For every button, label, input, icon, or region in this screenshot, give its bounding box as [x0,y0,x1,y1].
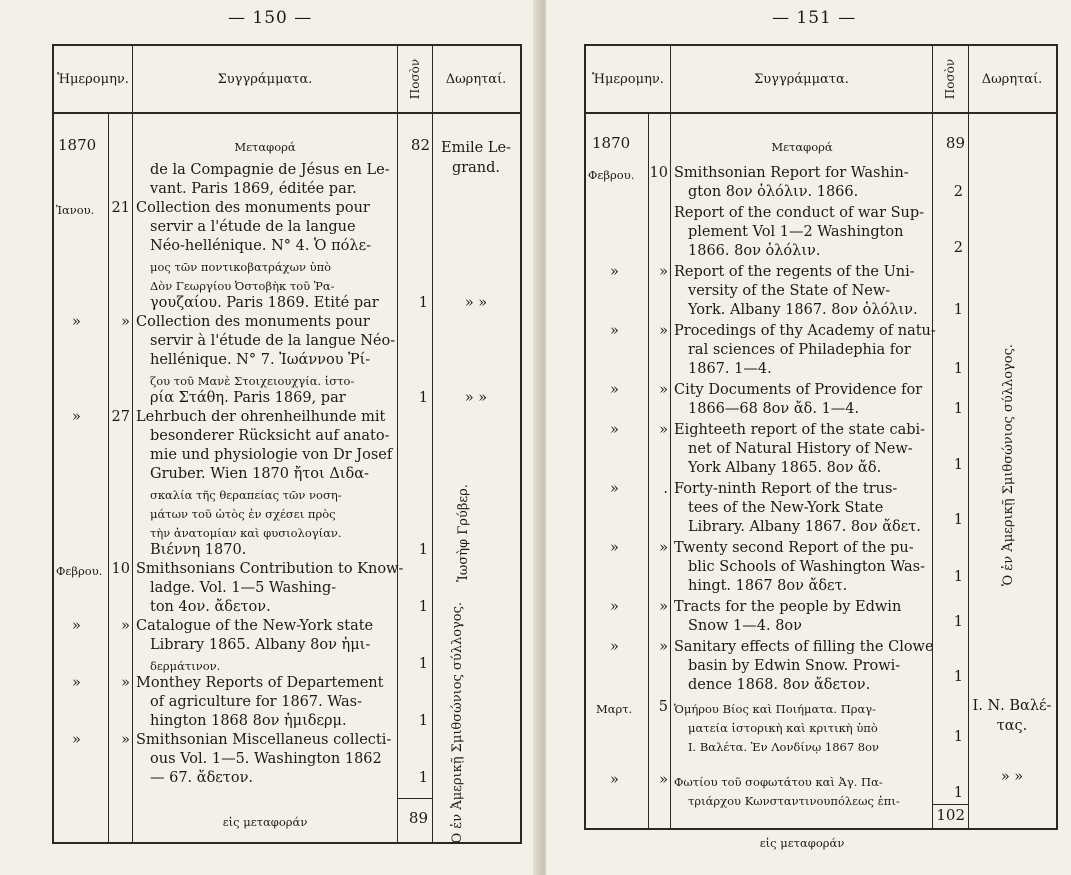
entry-line: Collection des monuments pour [136,314,370,330]
entry-line: Collection des monuments pour [136,200,370,216]
entry-line: δερμάτινον. [150,659,221,673]
entry-month: Φεβρου. [56,564,103,578]
entry-qty: 1 [418,390,428,406]
entry-line: Βιέννη 1870. [150,542,247,558]
entry-line: Ὁμήρου Βίος καὶ Ποιήματα. Πραγ- [674,702,877,716]
entry-qty: 1 [418,599,428,615]
ditto-mark: » [610,772,619,788]
entry-line: basin by Edwin Snow. Prowi- [688,658,901,674]
entry-line: gton 8ον ὁλόλιν. 1866. [688,184,859,200]
ditto-mark: » [659,323,668,339]
entry-line: hingt. 1867 8ον ἄδετ. [688,578,848,594]
ledger-table [584,44,1058,850]
entry-line: τὴν ἀνατομίαν καὶ φυσιολογίαν. [150,526,342,540]
year: 1870 [592,134,631,152]
donor-legrand: Emile Le- grand. [441,140,511,176]
donor-smithsonian-society: Ὁ ἐν Ἀμερικῇ Σμιθσώνιος σύλλογος. [1001,343,1016,586]
carry-over-qty: 89 [408,809,428,827]
entry-line: servir à l'étude de la langue Néo- [150,333,396,349]
entry-qty: 1 [953,512,963,528]
ditto-mark: » [72,675,81,691]
ditto-mark: » [610,639,619,655]
entry-line: Library. Albany 1867. 8ον ἄδετ. [688,519,921,535]
entry-line: 1866. 8ον ὁλόλιν. [688,243,821,259]
header-donors: Δωρηταί. [445,71,507,87]
entry-line: ral sciences of Philadephia for [688,342,911,358]
page-number: — 151 — [772,8,857,28]
ditto-mark: » [659,599,668,615]
entry-line: Gruber. Wien 1870 ἤτοι Διδα- [150,466,369,482]
entry-line: Report of the conduct of war Sup- [674,205,925,221]
entry-line: μος τῶν ποντικοβατράχων ὑπὸ [150,260,332,274]
carried-forward-label: Μεταφορά [234,140,296,154]
entry-line: Report of the regents of the Uni- [674,264,915,280]
donor-gruber: Ἰωσὴφ Γρύβερ. [456,484,471,582]
header-date: Ἡμερομην. [57,71,129,87]
entry-line: dence 1868. 8ον ἄδετον. [688,677,871,693]
entry-day: 10 [649,165,668,181]
entry-line: mie und physiologie von Dr Josef [150,447,393,463]
ditto-mark: » [610,382,619,398]
entry-line: Ι. Βαλέτα. Ἐν Λονδίνῳ 1867 8ον [688,740,880,754]
entry-qty: 1 [953,729,963,745]
entry-qty: 1 [418,295,428,311]
entry-line: ρία Στάθη. Paris 1869, par [150,390,346,406]
entry-qty: 2 [953,240,963,256]
ditto-mark: » [659,639,668,655]
donor-smithsonian-society: Ὁ ἐν Ἀμερικῇ Σμιθσώνιος σύλλογος. [450,601,465,844]
entry-line: Eighteeth report of the state cabi- [674,422,926,438]
ditto-mark: . [663,481,668,497]
entry-line: ζου τοῦ Μανὲ Στοιχειουχγία. ἱστο- [150,374,355,388]
entry-qty: 1 [953,614,963,630]
header-qty: Ποσὸν [408,58,422,100]
ditto-mark: » [121,618,130,634]
entry-qty: 1 [953,785,963,801]
entry-line: Lehrbuch der ohrenheilhunde mit [136,409,386,425]
ditto-mark: » [659,382,668,398]
ditto-mark: » [610,264,619,280]
ditto-mark: » » [464,295,488,311]
entry-line: blic Schools of Washington Was- [688,559,925,575]
entry-line: 1866—68 8ον ἄδ. 1—4. [688,401,860,417]
ditto-mark: » [659,772,668,788]
entry-line: servir a l'étude de la langue [150,219,356,235]
entry-qty: 1 [418,542,428,558]
entry-day: 10 [111,561,130,577]
right-page [546,0,1071,875]
entry-line: City Documents of Providence for [674,382,923,398]
entry-line: of agriculture for 1867. Was- [150,694,362,710]
entry-line: ton 4ον. ἄδετον. [150,599,271,615]
entry-line: York. Albany 1867. 8ον ὁλόλιν. [688,302,918,318]
entry-line: ladge. Vol. 1—5 Washing- [150,580,337,596]
page-number: — 150 — [228,8,313,28]
entry-line: Tracts for the people by Edwin [674,599,902,615]
carried-forward-qty: 89 [945,134,965,152]
entry-line: de la Compagnie de Jésus en Le- [150,162,390,178]
entry-line: Smithsonian Miscellaneus collecti- [136,732,392,748]
entry-line: besonderer Rücksicht auf anato- [150,428,390,444]
ditto-mark: » » [1000,769,1024,785]
header-date: Ἡμερομην. [592,71,664,87]
entry-qty: 1 [953,669,963,685]
entry-line: Catalogue of the New-York state [136,618,374,634]
entry-line: Forty-ninth Report of the trus- [674,481,898,497]
ditto-mark: » [659,540,668,556]
entry-line: Monthey Reports of Departement [136,675,384,691]
ditto-mark: » [72,314,81,330]
ledger-table [52,44,522,844]
entry-qty: 1 [953,457,963,473]
entry-qty: 1 [418,656,428,672]
ditto-mark: » [610,323,619,339]
ditto-mark: » [610,540,619,556]
entry-line: versity of the State of New- [688,283,891,299]
header-donors: Δωρηταί. [981,71,1043,87]
ditto-mark: » [121,675,130,691]
entry-day: 21 [111,200,130,216]
header-works: Συγγράμματα. [217,71,313,87]
entry-day: 27 [111,409,130,425]
ditto-mark: » [659,422,668,438]
carried-forward-qty: 82 [410,136,430,154]
entry-line: 1867. 1—4. [688,361,772,377]
year: 1870 [58,136,97,154]
entry-qty: 1 [953,302,963,318]
entry-line: tees of the New-York State [688,500,884,516]
entry-line: Smithsonians Contribution to Know- [136,561,404,577]
carry-over-qty: 102 [936,806,965,824]
entry-line: Sanitary effects of filling the Clowe [674,639,934,655]
donor-valetas: Ι. Ν. Βαλέ- τας. [972,698,1052,734]
entry-qty: 1 [953,569,963,585]
entry-line: Twenty second Report of the pu- [674,540,914,556]
entry-line: Snow 1—4. 8ον [688,618,802,634]
entry-line: Library 1865. Albany 8ον ἡμι- [150,637,371,653]
entry-qty: 1 [953,361,963,377]
entry-line: ματεία ἱστορικὴ καὶ κριτικὴ ὑπὸ [688,721,878,735]
ditto-mark: » » [464,390,488,406]
ditto-mark: » [72,732,81,748]
ditto-mark: » [72,409,81,425]
ditto-mark: » [121,314,130,330]
entry-line: Δὸν Γεωργίου Ὀστοβὴκ τοῦ Ῥα- [150,279,335,293]
entry-month: Μαρτ. [596,702,633,716]
entry-qty: 1 [953,401,963,417]
ditto-mark: » [72,618,81,634]
entry-month: Ἰανου. [56,203,95,217]
ditto-mark: » [659,264,668,280]
header-works: Συγγράμματα. [754,71,849,87]
entry-line: ous Vol. 1—5. Washington 1862 [150,751,382,767]
entry-line: plement Vol 1—2 Washington [688,224,904,240]
entry-line: σκαλία τῆς θεραπείας τῶν νοση- [150,488,342,502]
carry-over-label: εἰς μεταφοράν [759,836,845,850]
entry-line: μάτων τοῦ ὠτὸς ἐν σχέσει πρὸς [150,507,336,521]
entry-line: vant. Paris 1869, éditée par. [150,181,357,197]
entry-qty: 2 [953,184,963,200]
ditto-mark: » [610,422,619,438]
entry-qty: 1 [418,713,428,729]
carried-forward-label: Μεταφορά [771,140,833,154]
ditto-mark: » [610,599,619,615]
entry-line: Smithsonian Report for Washin- [674,165,909,181]
entry-line: Procedings of thy Academy of natu- [674,323,936,339]
entry-line: hellénique. N° 7. Ἰωάννου Ῥί- [150,352,371,368]
entry-line: York Albany 1865. 8ον ἄδ. [688,460,882,476]
entry-line: — 67. ἄδετον. [150,770,253,786]
entry-line: Néo-hellénique. N° 4. Ὁ πόλε- [150,238,371,254]
entry-qty: 1 [418,770,428,786]
carry-over-label: εἰς μεταφοράν [222,815,308,829]
ditto-mark: » [121,732,130,748]
entry-line: γουζαίου. Paris 1869. Etité par [150,295,379,311]
entry-line: hington 1868 8ον ἡμιδερμ. [150,713,347,729]
entry-line: τριάρχου Κωνσταντινουπόλεως ἐπι- [688,794,900,808]
entry-month: Φεβρου. [588,168,635,182]
header-qty: Ποσὸν [943,58,958,100]
ditto-mark: » [610,481,619,497]
entry-line: net of Natural History of New- [688,441,913,457]
entry-line: Φωτίου τοῦ σοφωτάτου καὶ Ἀγ. Πα- [674,775,883,789]
entry-day: 5 [658,699,668,715]
